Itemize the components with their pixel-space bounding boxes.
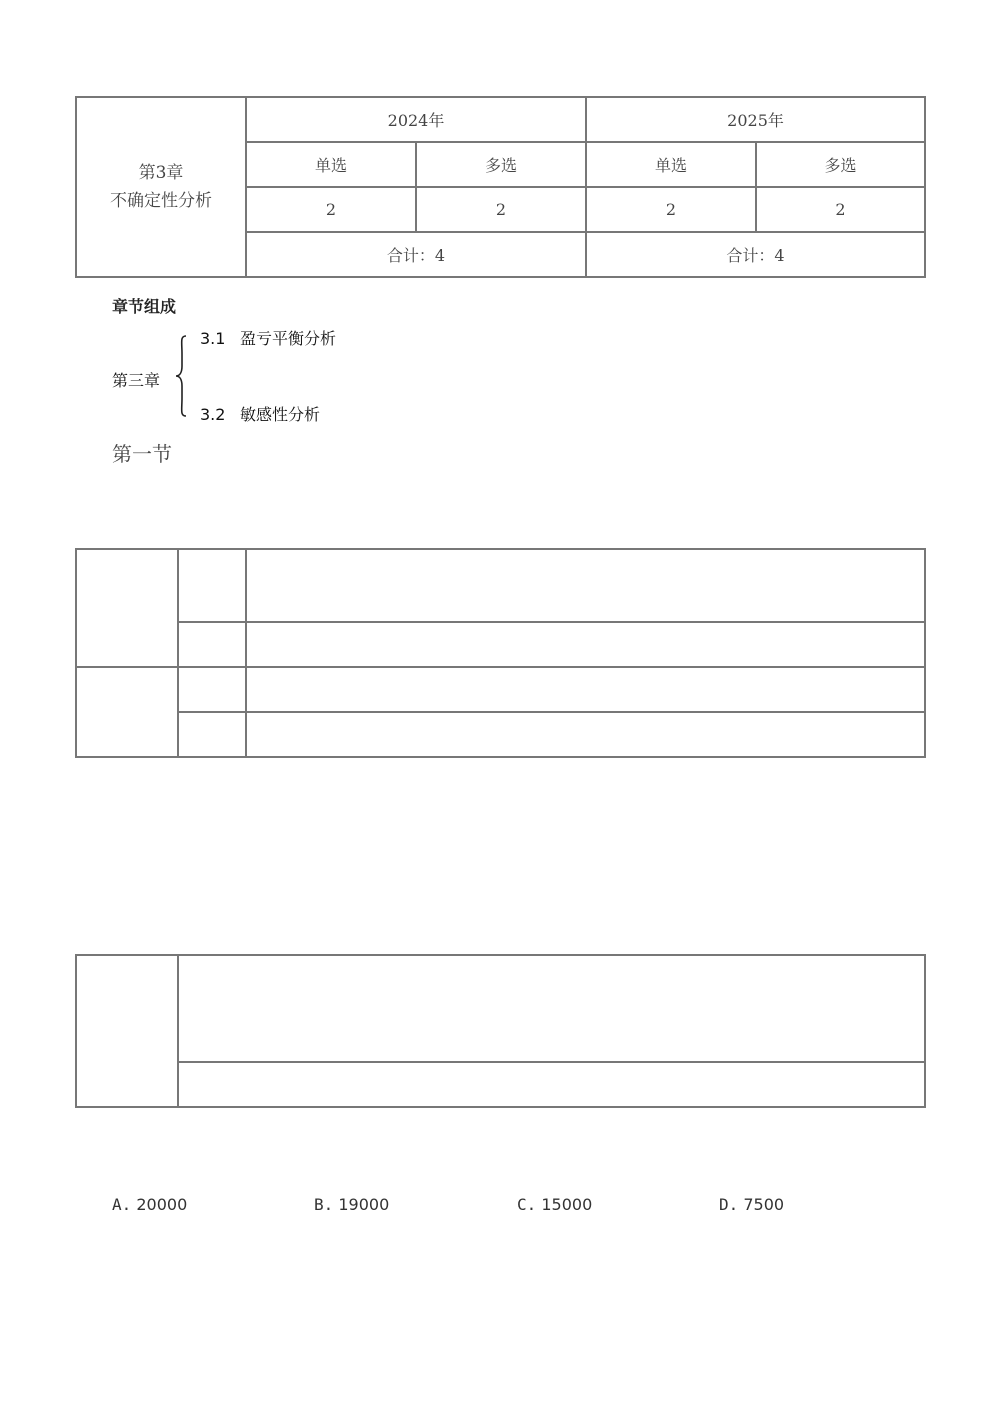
table-cell (178, 1062, 925, 1107)
empty-table (75, 954, 926, 1108)
option-value: 20000 (136, 1195, 188, 1214)
table-cell (246, 622, 925, 667)
table-cell (178, 667, 246, 712)
count-cell: 2 (586, 187, 756, 232)
year-2024-header: 2024年 (246, 97, 586, 142)
table-cell (76, 955, 178, 1107)
count-cell: 2 (246, 187, 416, 232)
single-choice-header: 单选 (586, 142, 756, 187)
outline-item-title: 盈亏平衡分析 (240, 329, 337, 348)
option-value: 19000 (338, 1195, 390, 1214)
table-cell (246, 712, 925, 757)
option-letter: B. (314, 1195, 334, 1214)
outline-item (200, 402, 320, 425)
score-distribution-table (75, 96, 926, 278)
multi-choice-header: 多选 (756, 142, 925, 187)
option-value: 15000 (541, 1195, 593, 1214)
section-heading: 章节组成 (112, 297, 177, 316)
curly-brace-icon (174, 334, 190, 418)
option-c (517, 1195, 592, 1214)
outline-item-title: 敏感性分析 (240, 405, 321, 424)
table-cell (246, 667, 925, 712)
option-value: 7500 (743, 1195, 785, 1214)
chapter-label: 第三章 (112, 371, 161, 390)
outline-item-number: 3.1 (200, 329, 226, 348)
table-cell (246, 549, 925, 622)
count-cell: 2 (416, 187, 586, 232)
option-letter: A. (112, 1195, 132, 1214)
table-cell (178, 955, 925, 1062)
outline-item (200, 326, 336, 349)
total-cell: 合计：4 (246, 232, 586, 277)
chapter-number: 第3章 (138, 163, 184, 183)
table-cell (76, 667, 178, 757)
option-a (112, 1195, 187, 1214)
table-cell (178, 712, 246, 757)
chapter-cell (76, 97, 246, 277)
option-letter: D. (719, 1195, 739, 1214)
table-cell (178, 622, 246, 667)
year-2025-header: 2025年 (586, 97, 925, 142)
empty-table (75, 548, 926, 758)
multi-choice-header: 多选 (416, 142, 586, 187)
option-b (314, 1195, 389, 1214)
single-choice-header: 单选 (246, 142, 416, 187)
total-cell: 合计：4 (586, 232, 925, 277)
table-cell (76, 549, 178, 667)
chapter-title: 不确定性分析 (110, 191, 212, 211)
option-d (719, 1195, 784, 1214)
count-cell: 2 (756, 187, 925, 232)
option-letter: C. (517, 1195, 537, 1214)
outline-item-number: 3.2 (200, 405, 226, 424)
table-cell (178, 549, 246, 622)
subsection-title: 第一节 (112, 442, 172, 466)
